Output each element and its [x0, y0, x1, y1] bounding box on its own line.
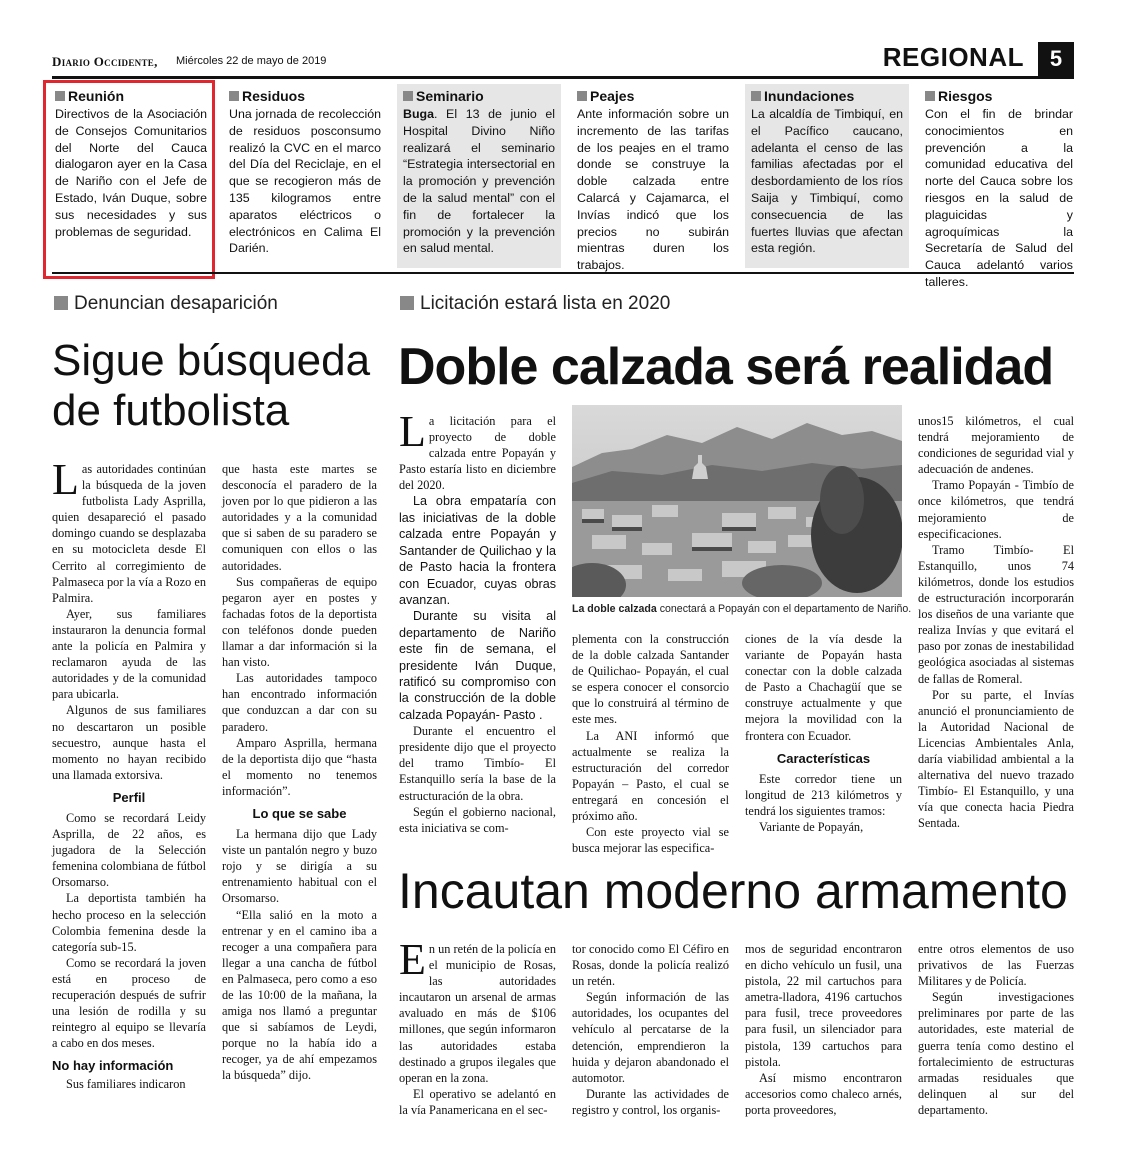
brief-text: Con el fin de brindar conocimientos en prevención a la comunidad educativa del norte del Cauca sobre los riesgos en la salud de plaguicidas y agroquímicas la Secretaría de Salud del Cauca adelantó varios talleres.	[925, 107, 1073, 289]
story2-col2: plementa con la construcción de la doble calzada Santander de Quilichao- Popayán, el cual se espera conocer el consorcio que lo construirá al término de este mes. La ANI informó que actualmente se realiza la estructuración del corredor Popayán – Pasto, el cual se entregará en concesión el próximo año. Con este proyecto vial se busca mejorar las especifica-	[572, 632, 729, 856]
brief-text: Una jornada de recolección de residuos posconsumo realizó la CVC en el marco del Día del Reciclaje, en el que se recogieron más de 135 kilogramos entre aparatos eléctricos o electrónicos en Calima El Darién.	[229, 107, 381, 256]
subhead: Características	[776, 750, 871, 766]
square-bullet-icon	[229, 91, 239, 101]
brief-text: Ante información sobre un incremento de las tarifas de los peajes en el tramo donde se construye la doble calzada entre Calarcá y Cajamarca, el Invías indicó que los precios no subirán mientras duren los trabajos.	[577, 107, 729, 273]
issue-date: Miércoles 22 de mayo de 2019	[176, 55, 327, 67]
brief-residuos	[223, 84, 387, 268]
square-bullet-icon	[403, 91, 413, 101]
brief-title: Riesgos	[925, 88, 1073, 104]
brief-seminario	[397, 84, 561, 268]
square-bullet-icon	[925, 91, 935, 101]
brief-peajes	[571, 84, 735, 273]
top-rule	[52, 76, 1074, 79]
brief-title: Seminario	[403, 88, 555, 104]
drop-cap: L	[52, 455, 79, 504]
city-photo	[572, 405, 902, 597]
story1-col2: que hasta este martes se desconocía el paradero de la joven por lo que pidieron a las autoridades y a la comunidad que si saben de su paradero se comuniquen con ellos o las autoridades. Sus compañeras de equipo pegaron ayer en postes y fachadas fotos de la deportista con teléfonos donde pueden llamar a dar información si la han visto. Las autoridades tampoco han encontrado información que conduzcan a dar con su paradero. Amparo Asprilla, hermana de la deportista dijo que “hasta el momento no tenemos información”. Lo que se sabe La hermana dijo que Lady viste un pantalón negro y buzo rojo y se dirigía a su entrenamiento habitual con el Orsomarso. “Ella salió en la moto a entrenar y en el camino iba a recoger a una compañera para llegar a una cancha de fútbol en Palmaseca, pero como a eso de las 10:00 de la mañana, la amiga nos llamó a preguntar que si sabíamos de Leydi, porque no la había ido a recoger, ya de ahí empezamos la búsqueda” dijo.	[222, 462, 377, 1083]
brief-title: Inundaciones	[751, 88, 903, 104]
photo-caption: La doble calzada conectará a Popayán con el departamento de Nariño.	[572, 603, 912, 615]
square-bullet-icon	[751, 91, 761, 101]
story3-col3: mos de seguridad encontraron en dicho vehículo un fusil, una pistola, 22 mil cartuchos para ametra-lladora, 4196 cartuchos para fusil, trece proveedores para fusil, un silenciador para pistola, 139 cartuchos para pistola. Así mismo encontraron accesorios como chaleco arnés, porta proveedores,	[745, 942, 902, 1117]
story1-kicker: Denuncian desaparición	[54, 293, 374, 315]
brief-title: Reunión	[55, 88, 207, 104]
subhead: No hay información	[52, 1058, 174, 1074]
selection-highlight-box	[43, 80, 215, 279]
story2-col1: La licitación para el proyecto de doble calzada entre Popayán y Pasto estaría listo en diciembre del 2020. La obra empataría con las iniciativas de la doble calzada entre Popayán y Santander de Quilichao y la de Pasto hacia la frontera con Ecuador, cuyas obras avanzan. Durante su visita al departamento de Nariño este fin de semana, el presidente Iván Duque, ratificó su compromiso con la construcción de la doble calzada Popayán- Pasto . Durante el encuentro el presidente dijo que el proyecto del tramo Timbío- El Estanquillo sería la base de la estructuración de la obra. Según el gobierno nacional, esta iniciativa se com-	[399, 407, 556, 835]
subhead: Lo que se sabe	[252, 805, 347, 821]
story3-col4: entre otros elementos de uso privativos de las Fuerzas Militares y de Policía. Según investigaciones preliminares por parte de las autoridades, este material de guerra tenía como destino el fortalecimiento de estructuras armadas residuales que delinquen al sur del departamento.	[918, 942, 1074, 1117]
story1-col1: Las autoridades continúan la búsqueda de la joven futbolista Lady Asprilla, quien desapareció el pasado domingo cuando se desplazaba en su motocicleta desde El Cerrito al corregimiento de Palmaseca por la vía a Rozo en Palmira. Ayer, sus familiares instauraron la denuncia formal ante la policía en Palmira y reclamaron ayuda de las autoridades y de la comunidad para ubicarla. Algunos de sus familiares no descartaron un posible secuestro, aunque hasta el momento no hayan recibido una llamada extorsiva. Perfil Como se recordará Leidy Asprilla, de 22 años, es jugadora de la Selección femenina colombiana de fútbol Orsomarso. La deportista también ha hecho proceso en la selección Colombia femenina desde la categoría sub-15. Como se recordará la joven está en proceso de recuperación después de sufrir una lesión de rodilla y su reintegro al equipo se llevaría a cabo en dos meses. No hay información Sus familiares indicaron	[52, 455, 206, 1092]
square-bullet-icon	[577, 91, 587, 101]
brief-text: La alcaldía de Timbiquí, en el Pacífico caucano, adelanta el censo de las familias afectadas por el desbordamiento de los ríos Saija y Timbiquí, como consecuencia de las fuertes lluvias que afectan esta región.	[751, 107, 903, 256]
story2-col3: ciones de la vía desde la variante de Popayán hasta conectar con la doble calzada de Pasto a Chachagüí que se construye actualmente y que mejora la movilidad con la frontera con Ecuador. Características Este corredor tiene un longitud de 213 kilómetros y tendrá los siguientes tramos: Variante de Popayán,	[745, 632, 902, 835]
masthead	[52, 42, 1074, 76]
brief-text: Buga. El 13 de junio el Hospital Divino Niño realizará el seminario “Estrategia intersectorial en la promoción y prevención de la salud mental” con el fin de fortalecer la promoción y la prevención en salud mental.	[403, 107, 555, 256]
story2-kicker: Licitación estará lista en 2020	[400, 293, 800, 315]
story2-headline: Doble calzada será realidad	[398, 338, 1054, 396]
brief-bottom-rule	[52, 272, 1074, 274]
brief-text: Directivos de la Asociación de Consejos Comunitarios del Norte del Cauca dialogaron ayer en la Casa de Nariño con el Jefe de Estado, Iván Duque, sobre sus necesidades y sus problemas de seguridad.	[55, 107, 207, 239]
section-title: REGIONAL	[882, 42, 1024, 72]
story2-col4: unos15 kilómetros, el cual tendrá mejoramiento de condiciones de seguridad vial y adecuación de andenes. Tramo Popayán - Timbío de once kilómetros, que tendrá mejoramiento de especificaciones. Tramo Timbío- El Estanquillo, unos 74 kilómetros, donde los estudios de estructuración incorporarán los diseños de una variante que realiza Invías y que evitará el paso por zonas de inestabilidad geológica asociadas al sistemas de fallas de Romeral. Por su parte, el Invías anunció el pronunciamiento de la Autoridad Nacional de Licencias Ambientales Anla, daría viabilidad ambiental a la alternativa del nuevo trazado Timbío- El Estanquillo, y una vía que conecta hacia Piedra Sentada.	[918, 414, 1074, 831]
brief-riesgos	[919, 84, 1079, 289]
brief-title: Residuos	[229, 88, 381, 104]
drop-cap: E	[399, 935, 426, 984]
drop-cap: L	[399, 407, 426, 456]
brief-title: Peajes	[577, 88, 729, 104]
newspaper-name: Diario Occidente,	[52, 54, 158, 69]
story3-headline: Incautan moderno armamento	[398, 863, 1068, 919]
city-photo-illustration	[572, 405, 902, 597]
story3-col1: En un retén de la policía en el municipio de Rosas, las autoridades incautaron un arsenal de armas avaluado en más de $106 millones, que según informaron las autoridades estaba destinado a grupos ilegales que operan en la zona. El operativo se adelantó en la vía Panamericana en el sec-	[399, 935, 556, 1117]
square-bullet-icon	[400, 296, 414, 310]
page-number: 5	[1038, 42, 1074, 76]
story3-col2: tor conocido como El Céfiro en Rosas, donde la policía realizó un retén. Según información de las autoridades, los ocupantes del vehículo al percatarse de la detención, emprendieron la huida y dejaron abandonado el automotor. Durante las actividades de registro y control, los organis-	[572, 942, 729, 1117]
subhead: Perfil	[112, 789, 146, 805]
story1-headline: Sigue búsqueda de futbolista	[52, 336, 371, 435]
brief-inundaciones	[745, 84, 909, 268]
square-bullet-icon	[54, 296, 68, 310]
